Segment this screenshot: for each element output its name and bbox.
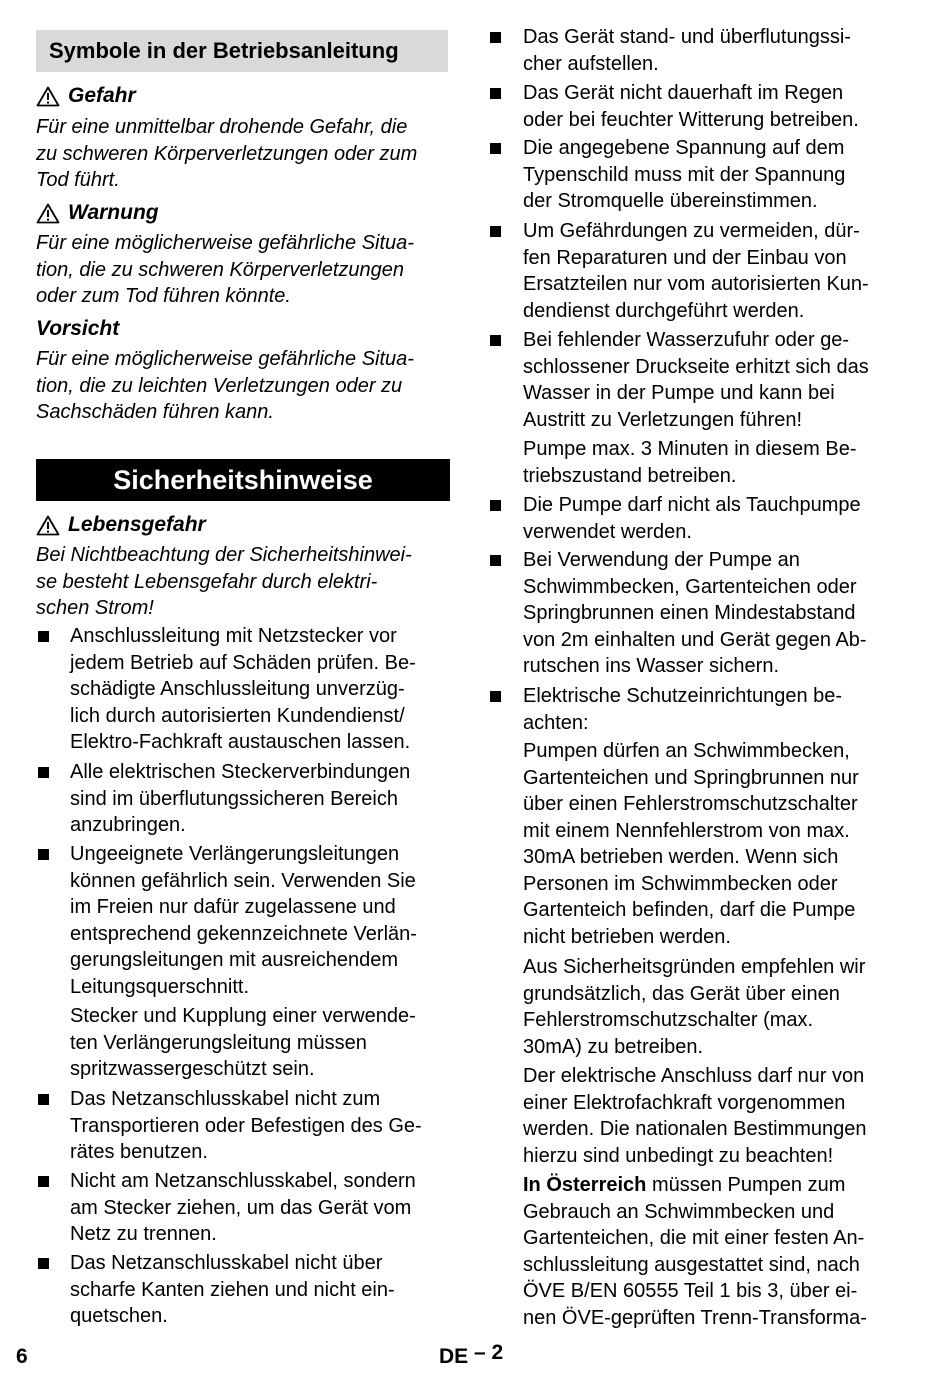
text-line: hierzu sind unbedingt zu beachten!: [523, 1144, 834, 1167]
text-line: Pumpen dürfen an Schwimmbecken,: [523, 740, 850, 762]
text-line: Gebrauch an Schwimmbecken und: [523, 1200, 835, 1223]
text-line: Für eine möglicherweise gefährliche Situa-: [36, 348, 414, 370]
vorsicht-title-text: Vorsicht: [36, 317, 120, 340]
list-item-text: [70, 1250, 395, 1330]
text-line: verwendet werden.: [523, 520, 692, 543]
text-line: Aus Sicherheitsgründen empfehlen wir: [523, 956, 866, 978]
list-item: [490, 218, 869, 324]
text-line: [523, 1172, 913, 1199]
text-line: Fehlerstromschutzschalter (max.: [523, 1009, 814, 1031]
footer-page: – 2: [474, 1341, 504, 1364]
text-line: Wasser in der Pumpe und kann bei: [523, 382, 835, 404]
gefahr-title-text: Gefahr: [68, 84, 136, 107]
list-item: [38, 759, 410, 839]
list-item-text: [523, 80, 859, 133]
text-line: achten:: [523, 711, 589, 734]
text-line: rätes benutzen.: [70, 1141, 208, 1163]
text-line: schen Strom!: [36, 597, 154, 619]
vorsicht-title: [36, 316, 119, 342]
text-line: Das Gerät nicht dauerhaft im Regen: [523, 82, 844, 104]
text-line: spritzwassergeschützt sein.: [70, 1058, 315, 1080]
bullet-square-icon: [490, 500, 501, 511]
bullet-square-icon: [38, 1176, 49, 1187]
text-line: schlussleitung ausgestattet sind, nach: [523, 1253, 860, 1276]
text-line: Nicht am Netzanschlusskabel, sondern: [70, 1170, 416, 1192]
bullet-square-icon: [38, 767, 49, 778]
text-line: Das Netzanschlusskabel nicht zum: [70, 1088, 381, 1110]
text-line: der Stromquelle übereinstimmen.: [523, 190, 818, 212]
text-line: im Freien nur dafür zugelassene und: [70, 896, 396, 918]
text-line: Ungeeignete Verlängerungsleitungen: [70, 843, 400, 865]
text-line: cher aufstellen.: [523, 52, 659, 75]
bullet-square-icon: [490, 88, 501, 99]
list-item-text: [70, 623, 416, 756]
text-line: dendienst durchgeführt werden.: [523, 299, 805, 322]
list-item-text: [70, 759, 410, 839]
text-line: Gartenteich befinden, darf die Pumpe: [523, 899, 856, 921]
bullet-square-icon: [38, 631, 49, 642]
bullet-square-icon: [490, 335, 501, 346]
text-line: Das Netzanschlusskabel nicht über: [70, 1252, 383, 1274]
list-item-text: [523, 327, 869, 433]
text-line: Bei Verwendung der Pumpe an: [523, 549, 800, 571]
text-line: tion, die zu leichten Verletzungen oder zu: [36, 374, 403, 397]
gefahr-text: [36, 114, 450, 194]
list-item-text: [523, 135, 845, 215]
list-item-text: [70, 1086, 422, 1166]
list-item-text: [523, 683, 842, 736]
text-line: sind im überflutungssicheren Bereich: [70, 787, 398, 810]
vorsicht-text: [36, 346, 450, 426]
text-line: nicht betrieben werden.: [523, 925, 731, 948]
text-line: fen Reparaturen und der Einbau von: [523, 246, 847, 269]
text-line: Elektro-Fachkraft austauschen lassen.: [70, 731, 411, 753]
text-line: einer Elektrofachkraft vorgenommen: [523, 1091, 846, 1114]
safety-heading: Sicherheitshinweise: [36, 459, 450, 501]
bullet-square-icon: [490, 691, 501, 702]
text-line: Bei Nichtbeachtung der Sicherheitshinwei-: [36, 544, 412, 566]
warning-triangle-icon: [36, 203, 60, 224]
text-line: grundsätzlich, das Gerät über einen: [523, 982, 840, 1005]
lebensgefahr-title-text: Lebensgefahr: [68, 513, 206, 536]
list-item: [490, 24, 851, 77]
footer-lang-page: [439, 1341, 504, 1370]
text-line: Austritt zu Verletzungen führen!: [523, 408, 803, 431]
text-line: Leitungsquerschnitt.: [70, 975, 250, 998]
text-span: müssen Pumpen zum: [646, 1174, 846, 1196]
text-line: Elektrische Schutzeinrichtungen be-: [523, 685, 843, 707]
bullet-square-icon: [490, 32, 501, 43]
text-line: von 2m einhalten und Gerät gegen Ab-: [523, 628, 867, 651]
text-line: Ersatzteilen nur vom autorisierten Kun-: [523, 273, 869, 295]
text-line: werden. Die nationalen Bestimmungen: [523, 1118, 867, 1140]
text-line: Das Gerät stand- und überflutungssi-: [523, 26, 851, 48]
text-line: gerungsleitungen mit ausreichendem: [70, 949, 398, 971]
text-line: ten Verlängerungsleitung müssen: [70, 1031, 367, 1054]
text-line: scharfe Kanten ziehen und nicht ein-: [70, 1278, 395, 1301]
text-line: Gartenteichen, die mit einer festen An-: [523, 1227, 865, 1249]
text-line: Stecker und Kupplung einer verwende-: [70, 1005, 416, 1027]
text-line: Alle elektrischen Steckerverbindungen: [70, 761, 411, 783]
text-line: quetschen.: [70, 1305, 168, 1327]
list-item: [490, 135, 845, 215]
bullet-square-icon: [38, 1258, 49, 1269]
text-line: Typenschild muss mit der Spannung: [523, 163, 846, 186]
warnung-title-text: Warnung: [68, 201, 159, 224]
text-line: Für eine unmittelbar drohende Gefahr, die: [36, 116, 408, 138]
text-line: Netz zu trennen.: [70, 1223, 217, 1245]
list-item-text: [523, 492, 861, 545]
text-line: am Stecker ziehen, um das Gerät vom: [70, 1196, 412, 1219]
list-item: [38, 1168, 416, 1248]
list-item: [38, 1250, 395, 1330]
warnung-title: [36, 200, 159, 226]
text-line: rutschen ins Wasser sichern.: [523, 655, 780, 677]
text-line: Die angegebene Spannung auf dem: [523, 137, 845, 159]
list-item-text: [523, 218, 869, 324]
bullet-square-icon: [38, 1094, 49, 1105]
text-line: schädigte Anschlussleitung unverzüg-: [70, 678, 405, 700]
list-item-text: [523, 547, 867, 680]
austria-para: [523, 1172, 913, 1331]
text-line: oder zum Tod führen könnte.: [36, 285, 291, 307]
electrical-connection-para: [523, 1063, 913, 1169]
text-line: lich durch autorisierten Kundendienst/: [70, 704, 405, 727]
text-line: schlossener Druckseite erhitzt sich das: [523, 355, 869, 378]
warning-triangle-icon: [36, 86, 60, 107]
bullet-square-icon: [38, 849, 49, 860]
fi-switch-para: [523, 738, 913, 950]
text-line: Schwimmbecken, Gartenteichen oder: [523, 575, 857, 598]
text-line: Um Gefährdungen zu vermeiden, dür-: [523, 220, 860, 242]
text-line: Springbrunnen einen Mindestabstand: [523, 602, 856, 624]
list-item-text: [523, 24, 851, 77]
list-item: [490, 547, 867, 680]
text-line: ÖVE B/EN 60555 Teil 1 bis 3, über ei-: [523, 1280, 858, 1302]
text-line: Pumpe max. 3 Minuten in diesem Be-: [523, 438, 857, 460]
gefahr-title: [36, 83, 136, 109]
text-line: Die Pumpe darf nicht als Tauchpumpe: [523, 494, 861, 516]
text-line: zu schweren Körperverletzungen oder zum: [36, 142, 418, 165]
text-line: Personen im Schwimmbecken oder: [523, 872, 838, 895]
text-line: über einen Fehlerstromschutzschalter: [523, 793, 858, 815]
text-line: 30mA betrieben werden. Wenn sich: [523, 846, 839, 868]
list-item: [38, 841, 417, 1000]
list-item: [38, 623, 416, 756]
symbols-heading: Symbole in der Betriebsanleitung: [36, 30, 448, 72]
warnung-text: [36, 230, 450, 310]
warning-triangle-icon: [36, 515, 60, 536]
text-line: können gefährlich sein. Verwenden Sie: [70, 869, 416, 892]
pump-runtime-para: [523, 436, 913, 489]
list-item-text: [70, 841, 417, 1000]
text-line: Für eine möglicherweise gefährliche Situa-: [36, 232, 414, 254]
text-line: Anschlussleitung mit Netzstecker vor: [70, 625, 397, 647]
lebensgefahr-title: [36, 512, 206, 538]
list-item: [490, 683, 842, 736]
text-line: anzubringen.: [70, 814, 186, 836]
austria-bold: In Österreich: [523, 1174, 647, 1196]
text-line: triebszustand betreiben.: [523, 464, 737, 487]
bullet-square-icon: [490, 143, 501, 154]
text-line: tion, die zu schweren Körperverletzungen: [36, 258, 404, 281]
text-line: mit einem Nennfehlerstrom von max.: [523, 819, 850, 842]
text-line: Bei fehlender Wasserzufuhr oder ge-: [523, 329, 850, 351]
lebensgefahr-text: [36, 542, 450, 622]
list-item: [490, 80, 859, 133]
extension-cord-para: [70, 1003, 450, 1083]
list-item: [490, 492, 861, 545]
list-item-text: [70, 1168, 416, 1248]
text-line: nen ÖVE-geprüften Trenn-Transforma-: [523, 1306, 867, 1329]
safety-recommendation-para: [523, 954, 913, 1060]
list-item: [38, 1086, 422, 1166]
footer-lang: DE: [439, 1345, 469, 1368]
text-line: entsprechend gekennzeichnete Verlän-: [70, 922, 417, 945]
bullet-square-icon: [490, 226, 501, 237]
text-line: Sachschäden führen kann.: [36, 401, 274, 423]
text-line: Der elektrische Anschluss darf nur von: [523, 1065, 865, 1087]
list-item: [490, 327, 869, 433]
bullet-square-icon: [490, 555, 501, 566]
page-number: 6: [16, 1345, 28, 1368]
text-line: Gartenteichen und Springbrunnen nur: [523, 766, 859, 789]
text-line: oder bei feuchter Witterung betreiben.: [523, 108, 859, 131]
text-line: 30mA) zu betreiben.: [523, 1035, 704, 1058]
text-line: jedem Betrieb auf Schäden prüfen. Be-: [70, 651, 416, 674]
text-line: Tod führt.: [36, 169, 120, 191]
text-line: Transportieren oder Befestigen des Ge-: [70, 1114, 422, 1137]
text-line: se besteht Lebensgefahr durch elektri-: [36, 570, 378, 593]
